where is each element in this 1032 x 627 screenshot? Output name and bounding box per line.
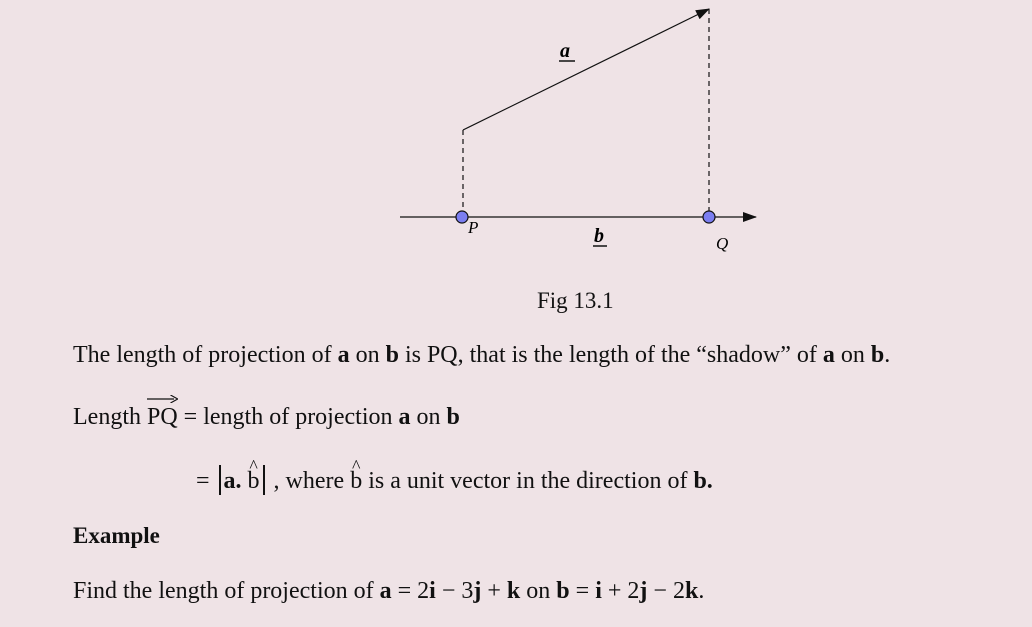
text: on bbox=[520, 578, 557, 604]
figure-caption: Fig 13.1 bbox=[537, 288, 614, 313]
text: , where bbox=[267, 468, 351, 494]
example-heading: Example bbox=[73, 523, 160, 548]
text: Length bbox=[73, 404, 147, 430]
text: on bbox=[349, 342, 386, 368]
b-hat: ^ b bbox=[248, 469, 260, 493]
text: − 3 bbox=[435, 578, 474, 604]
text: on bbox=[410, 404, 447, 430]
vector-b-bold: b bbox=[556, 578, 570, 604]
vector-b-bold: b bbox=[385, 342, 399, 368]
label-a: a bbox=[560, 40, 570, 62]
unit-j: j bbox=[639, 578, 648, 604]
vector-b-bold: b bbox=[446, 404, 460, 430]
vector-a-bold: a. bbox=[223, 468, 242, 494]
example-question bbox=[73, 579, 704, 603]
pq-vector bbox=[147, 405, 178, 429]
point-p bbox=[456, 211, 468, 223]
vector-a-bold: a bbox=[822, 342, 835, 368]
text: on bbox=[834, 342, 871, 368]
label-b: b bbox=[594, 225, 604, 247]
text: = bbox=[569, 578, 596, 604]
unit-k: k bbox=[506, 578, 521, 604]
abs-bar-left bbox=[219, 465, 221, 495]
b-hat: ^ b bbox=[350, 469, 362, 493]
vector-a-bold: a bbox=[398, 404, 411, 430]
text: + bbox=[481, 578, 507, 604]
vector-a-bold: a bbox=[337, 342, 350, 368]
unit-k: k bbox=[684, 578, 699, 604]
formula-dot-product bbox=[196, 465, 713, 495]
unit-j: j bbox=[473, 578, 482, 604]
text: = length of projection bbox=[177, 404, 399, 430]
text: . bbox=[698, 578, 705, 604]
vector-a bbox=[463, 9, 709, 130]
paragraph-length-pq bbox=[73, 405, 460, 429]
label-p: P bbox=[468, 218, 479, 237]
vector-b-bold: b. bbox=[693, 468, 713, 494]
arrow-over-icon bbox=[147, 395, 178, 403]
text: = 2 bbox=[391, 578, 430, 604]
unit-i: i bbox=[429, 578, 436, 604]
text: is PQ, that is the length of the “shadow” of bbox=[398, 342, 823, 368]
equals-sign: = bbox=[196, 468, 216, 494]
label-q: Q bbox=[716, 234, 729, 253]
paragraph-projection-definition bbox=[73, 343, 890, 367]
abs-bar-right bbox=[263, 465, 265, 495]
text: . bbox=[884, 342, 891, 368]
text: is a unit vector in the direction of bbox=[362, 468, 694, 494]
projection-diagram bbox=[0, 0, 1032, 280]
text: The length of projection of bbox=[73, 342, 338, 368]
point-q bbox=[703, 211, 715, 223]
vector-b-bold: b bbox=[870, 342, 885, 368]
unit-i: i bbox=[595, 578, 602, 604]
text: Find the length of projection of bbox=[73, 578, 380, 604]
vector-a-bold: a bbox=[379, 578, 392, 604]
text: − 2 bbox=[647, 578, 685, 604]
pq-label: PQ bbox=[146, 404, 178, 430]
text: + 2 bbox=[601, 578, 640, 604]
